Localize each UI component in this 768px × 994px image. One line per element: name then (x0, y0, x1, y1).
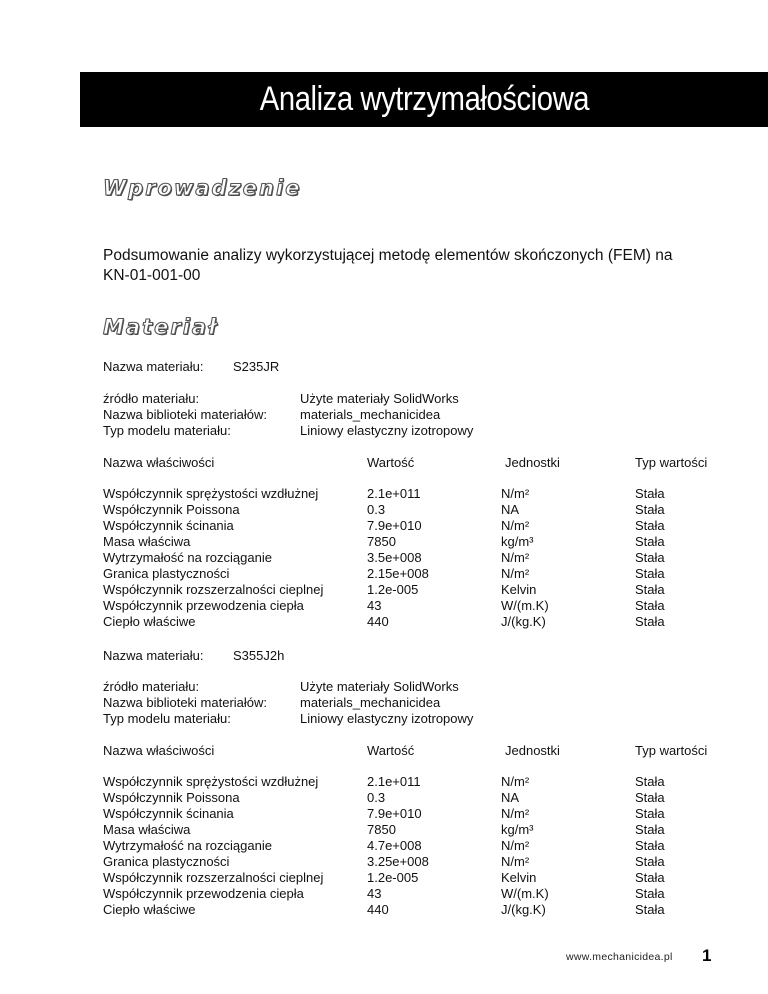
property-type: Stała (635, 790, 665, 805)
meta-key: źródło materiału: (103, 679, 200, 694)
property-name: Współczynnik przewodzenia ciepła (103, 598, 304, 613)
material-name-row (103, 648, 284, 663)
property-units: W/(m.K) (501, 886, 549, 901)
page-number: 1 (702, 946, 712, 965)
property-type: Stała (635, 822, 665, 837)
table-row (103, 486, 755, 502)
table-row (103, 550, 755, 566)
property-name: Granica plastyczności (103, 854, 230, 869)
property-type: Stała (635, 486, 665, 501)
meta-value: Użyte materiały SolidWorks (300, 391, 459, 406)
property-name: Współczynnik ścinania (103, 806, 234, 821)
table-row (103, 502, 755, 518)
material-name-row (103, 359, 279, 374)
property-type: Stała (635, 534, 665, 549)
property-name: Masa właściwa (103, 822, 191, 837)
property-type: Stała (635, 550, 665, 565)
meta-value: Liniowy elastyczny izotropowy (300, 711, 474, 726)
property-units: NA (501, 502, 520, 517)
property-name: Granica plastyczności (103, 566, 230, 581)
property-type: Stała (635, 806, 665, 821)
property-name: Masa właściwa (103, 534, 191, 549)
table-row (103, 870, 755, 886)
property-units: N/m² (501, 838, 530, 853)
material-name-value: S355J2h (233, 648, 285, 663)
table-row (103, 902, 755, 918)
property-units: Kelvin (501, 870, 537, 885)
footer-website: www.mechanicidea.pl (566, 951, 673, 963)
property-name: Ciepło właściwe (103, 614, 196, 629)
property-name: Współczynnik Poissona (103, 502, 240, 517)
property-type: Stała (635, 854, 665, 869)
meta-key: Typ modelu materiału: (103, 423, 231, 438)
material-heading: Materiał (103, 315, 218, 339)
property-units: NA (501, 790, 520, 805)
property-name: Współczynnik sprężystości wzdłużnej (103, 486, 319, 501)
meta-key: Nazwa biblioteki materiałów: (103, 407, 268, 422)
table-row (103, 518, 755, 534)
property-value: 3.25e+008 (367, 854, 429, 869)
property-value: 7.9e+010 (367, 806, 422, 821)
property-units: W/(m.K) (501, 598, 549, 613)
table-row (103, 806, 755, 822)
meta-value: Liniowy elastyczny izotropowy (300, 423, 474, 438)
property-value: 7850 (367, 534, 396, 549)
properties-table (103, 486, 755, 630)
table-row (103, 854, 755, 870)
property-units: N/m² (501, 774, 530, 789)
property-name: Współczynnik Poissona (103, 790, 240, 805)
col-header-units: Jednostki (505, 743, 560, 758)
property-type: Stała (635, 870, 665, 885)
table-row (103, 566, 755, 582)
table-row (103, 886, 755, 902)
property-name: Wytrzymałość na rozciąganie (103, 550, 272, 565)
property-value: 440 (367, 614, 389, 629)
property-name: Współczynnik przewodzenia ciepła (103, 886, 304, 901)
col-header-value-type: Typ wartości (635, 455, 708, 470)
meta-key: Nazwa biblioteki materiałów: (103, 695, 268, 710)
intro-text: Podsumowanie analizy wykorzystującej metodę elementów skończonych (FEM) na KN-01-001-00 (103, 247, 673, 284)
properties-table-header (103, 743, 755, 758)
col-header-value: Wartość (367, 743, 415, 758)
property-units: N/m² (501, 566, 530, 581)
property-value: 4.7e+008 (367, 838, 422, 853)
property-units: N/m² (501, 486, 530, 501)
property-name: Współczynnik rozszerzalności cieplnej (103, 582, 324, 597)
col-header-property: Nazwa właściwości (103, 743, 215, 758)
col-header-value: Wartość (367, 455, 415, 470)
meta-key: źródło materiału: (103, 391, 200, 406)
property-type: Stała (635, 838, 665, 853)
property-type: Stała (635, 886, 665, 901)
meta-key: Typ modelu materiału: (103, 711, 231, 726)
property-units: N/m² (501, 854, 530, 869)
property-value: 3.5e+008 (367, 550, 422, 565)
property-type: Stała (635, 502, 665, 517)
table-row (103, 598, 755, 614)
property-value: 2.15e+008 (367, 566, 429, 581)
property-value: 1.2e-005 (367, 582, 419, 597)
material-name-value: S235JR (233, 359, 280, 374)
property-value: 43 (367, 886, 382, 901)
table-row (103, 838, 755, 854)
property-value: 2.1e+011 (367, 774, 421, 789)
property-units: N/m² (501, 806, 530, 821)
property-name: Współczynnik ścinania (103, 518, 234, 533)
meta-row (103, 391, 473, 407)
property-type: Stała (635, 614, 665, 629)
property-units: J/(kg.K) (501, 614, 546, 629)
meta-row (103, 679, 473, 695)
table-row (103, 790, 755, 806)
meta-value: materials_mechanicidea (300, 695, 441, 710)
material-name-label: Nazwa materiału: (103, 648, 204, 663)
property-value: 2.1e+011 (367, 486, 421, 501)
table-row (103, 582, 755, 598)
table-row (103, 534, 755, 550)
property-units: Kelvin (501, 582, 537, 597)
properties-table-header (103, 455, 755, 470)
material-meta (103, 391, 473, 439)
property-type: Stała (635, 774, 665, 789)
property-value: 43 (367, 598, 382, 613)
property-units: kg/m³ (501, 822, 534, 837)
meta-row (103, 695, 473, 711)
material-meta (103, 679, 473, 727)
property-type: Stała (635, 582, 665, 597)
meta-row (103, 407, 473, 423)
page-title: Analiza wytrzymałościowa (259, 80, 589, 118)
title-banner (80, 72, 768, 127)
property-value: 0.3 (367, 790, 386, 805)
property-value: 7.9e+010 (367, 518, 422, 533)
table-row (103, 822, 755, 838)
material-name-label: Nazwa materiału: (103, 359, 204, 374)
property-value: 7850 (367, 822, 396, 837)
property-type: Stała (635, 566, 665, 581)
property-value: 1.2e-005 (367, 870, 419, 885)
property-value: 440 (367, 902, 389, 917)
property-name: Współczynnik sprężystości wzdłużnej (103, 774, 319, 789)
col-header-value-type: Typ wartości (635, 743, 708, 758)
property-units: J/(kg.K) (501, 902, 546, 917)
properties-table (103, 774, 755, 918)
property-units: N/m² (501, 550, 530, 565)
meta-row (103, 423, 473, 439)
property-name: Ciepło właściwe (103, 902, 196, 917)
property-units: kg/m³ (501, 534, 534, 549)
col-header-units: Jednostki (505, 455, 560, 470)
table-row (103, 614, 755, 630)
meta-value: materials_mechanicidea (300, 407, 441, 422)
table-row (103, 774, 755, 790)
intro-heading: Wprowadzenie (103, 176, 302, 200)
meta-row (103, 711, 473, 727)
property-type: Stała (635, 902, 665, 917)
col-header-property: Nazwa właściwości (103, 455, 215, 470)
property-units: N/m² (501, 518, 530, 533)
property-type: Stała (635, 598, 665, 613)
property-type: Stała (635, 518, 665, 533)
property-value: 0.3 (367, 502, 386, 517)
meta-value: Użyte materiały SolidWorks (300, 679, 459, 694)
property-name: Współczynnik rozszerzalności cieplnej (103, 870, 324, 885)
property-name: Wytrzymałość na rozciąganie (103, 838, 272, 853)
